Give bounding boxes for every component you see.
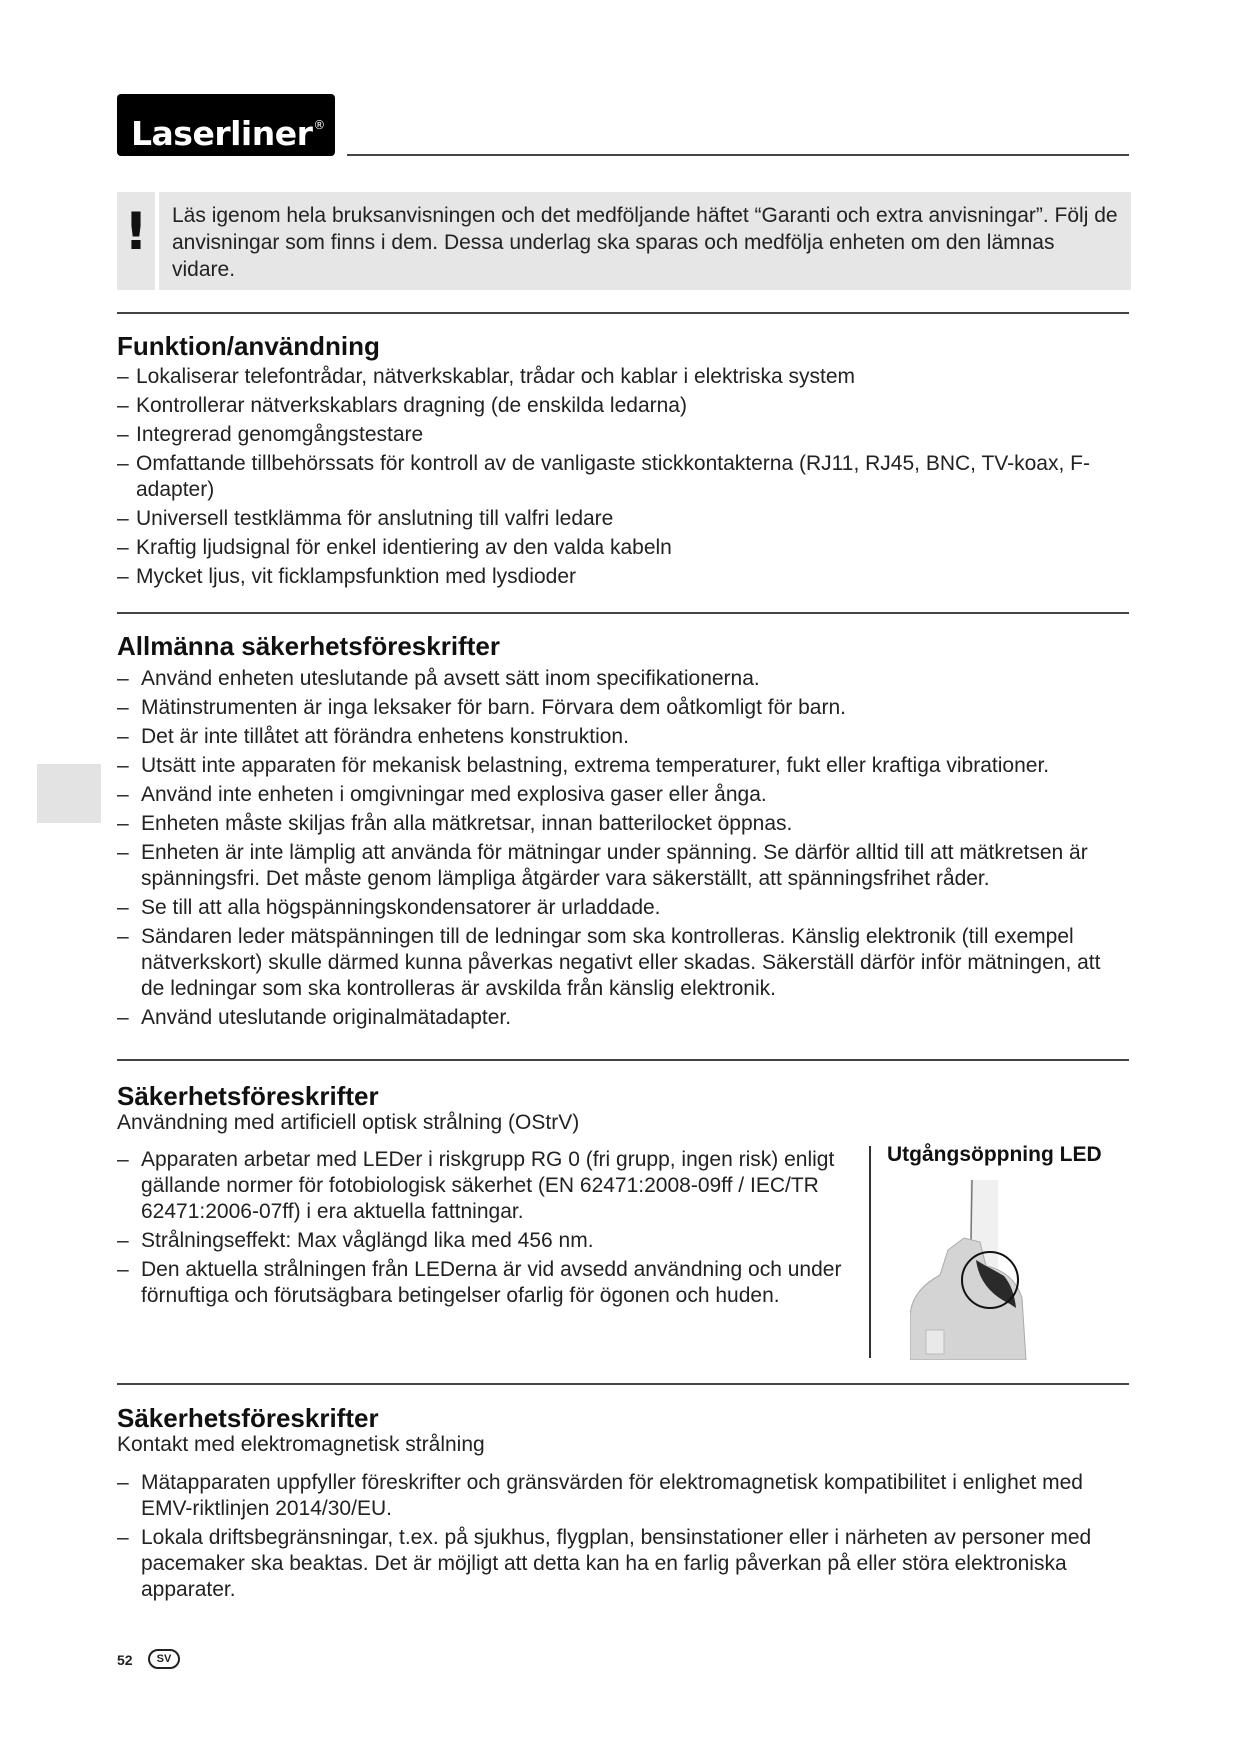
section-divider (117, 1059, 1129, 1061)
page-number: 52 (117, 1652, 133, 1668)
section-subtitle-emc: Kontakt med elektromagnetisk strålning (117, 1433, 485, 1456)
list-item: – Enheten är inte lämplig att använda för mätningar under spänning. Se därför alltid till att mätkretsen är spänningsfri. Det måste genom lämpliga åtgärder vara säkerställt, att spänningsfrihet råder. (117, 840, 1127, 892)
optical-list (117, 1147, 862, 1312)
list-item: – Omfattande tillbehörssats för kontroll av de vanligaste stickkontakterna (RJ11, RJ45, BNC, TV-koax, F-adapter) (117, 451, 1117, 503)
list-item: – Sändaren leder mätspänningen till de ledningar som ska kontrolleras. Känslig elektronik (till exempel nätverkskort) skulle därmed kunna påverkas negativt eller skadas. Säkerställ därför inför mätningen, att de ledningar som ska kontrolleras är avskilda från känslig elektronik. (117, 924, 1127, 1002)
section-subtitle-optical: Användning med artificiell optisk strålning (OStrV) (117, 1111, 580, 1134)
notice-box (117, 192, 1131, 290)
registered-mark: ® (313, 118, 325, 132)
list-item: – Kontrollerar nätverkskablars dragning (de enskilda ledarna) (117, 393, 1117, 419)
list-item: – Kraftig ljudsignal för enkel identiering av den valda kabeln (117, 535, 1117, 561)
list-item: – Lokala driftsbegränsningar, t.ex. på sjukhus, flygplan, bensinstationer eller i närheten av personer med pacemaker ska beaktas. Det är möjligt att detta kan ha en farlig påverkan på eller störa elektroniska apparater. (117, 1525, 1127, 1603)
list-item: – Använd enheten uteslutande på avsett sätt inom specifikationerna. (117, 666, 1127, 692)
figure-divider (869, 1146, 871, 1358)
section-title-optical: Säkerhetsföreskrifter (117, 1081, 379, 1111)
general-safety-list (117, 666, 1127, 1034)
list-item: – Apparaten arbetar med LEDer i riskgrupp RG 0 (fri grupp, ingen risk) enligt gällande normer för fotobiologisk säkerhet (EN 62471:2008-09ff / IEC/TR 62471:2006-07ff) i era aktuella fattningar. (117, 1147, 862, 1225)
list-item: – Lokaliserar telefontrådar, nätverkskablar, trådar och kablar i elektriska system (117, 364, 1117, 390)
emc-list (117, 1470, 1127, 1606)
side-tab (37, 764, 101, 823)
list-item: – Den aktuella strålningen från LEDerna är vid avsedd användning och under förnuftiga och förutsägbara betingelser ofarlig för ögonen och huden. (117, 1257, 862, 1309)
list-item: – Universell testklämma för anslutning till valfri ledare (117, 506, 1117, 532)
list-item: – Enheten måste skiljas från alla mätkretsar, innan batterilocket öppnas. (117, 811, 1127, 837)
function-list (117, 364, 1117, 593)
brand-logo (117, 94, 335, 156)
figure-caption: Utgångsöppning LED (887, 1143, 1102, 1166)
list-item: – Strålningseffekt: Max våglängd lika med 456 nm. (117, 1228, 862, 1254)
section-title-general-safety: Allmänna säkerhetsföreskrifter (117, 631, 500, 661)
section-divider (117, 612, 1129, 614)
notice-divider (155, 192, 159, 290)
list-item: – Se till att alla högspänningskondensatorer är urladdade. (117, 895, 1127, 921)
list-item: – Mätinstrumenten är inga leksaker för barn. Förvara dem oåtkomligt för barn. (117, 695, 1127, 721)
notice-text: Läs igenom hela bruksanvisningen och det medföljande häftet “Garanti och extra anvisningar”. Följ de anvisningar som finns i dem. Dessa underlag ska sparas och medfölja enheten om den lämnas vidare. (172, 204, 1118, 281)
led-device-illustration (910, 1180, 1070, 1360)
section-divider (117, 1383, 1129, 1385)
list-item: – Använd inte enheten i omgivningar med explosiva gaser eller ånga. (117, 782, 1127, 808)
list-item: – Mätapparaten uppfyller föreskrifter och gränsvärden för elektromagnetisk kompatibilitet i enlighet med EMV-riktlinjen 2014/30/EU. (117, 1470, 1127, 1522)
list-item: – Integrerad genomgångstestare (117, 422, 1117, 448)
list-item: – Mycket ljus, vit ficklampsfunktion med lysdioder (117, 564, 1117, 590)
language-badge: SV (148, 1649, 180, 1669)
warning-icon: ! (124, 202, 148, 262)
header-rule (347, 154, 1129, 156)
list-item: – Utsätt inte apparaten för mekanisk belastning, extrema temperaturer, fukt eller kraftiga vibrationer. (117, 753, 1127, 779)
list-item: – Använd uteslutande originalmätadapter. (117, 1005, 1127, 1031)
section-divider (117, 312, 1129, 314)
brand-name: Laserliner (131, 114, 313, 153)
list-item: – Det är inte tillåtet att förändra enhetens konstruktion. (117, 724, 1127, 750)
section-title-emc: Säkerhetsföreskrifter (117, 1403, 379, 1433)
section-title-function: Funktion/användning (117, 331, 380, 361)
